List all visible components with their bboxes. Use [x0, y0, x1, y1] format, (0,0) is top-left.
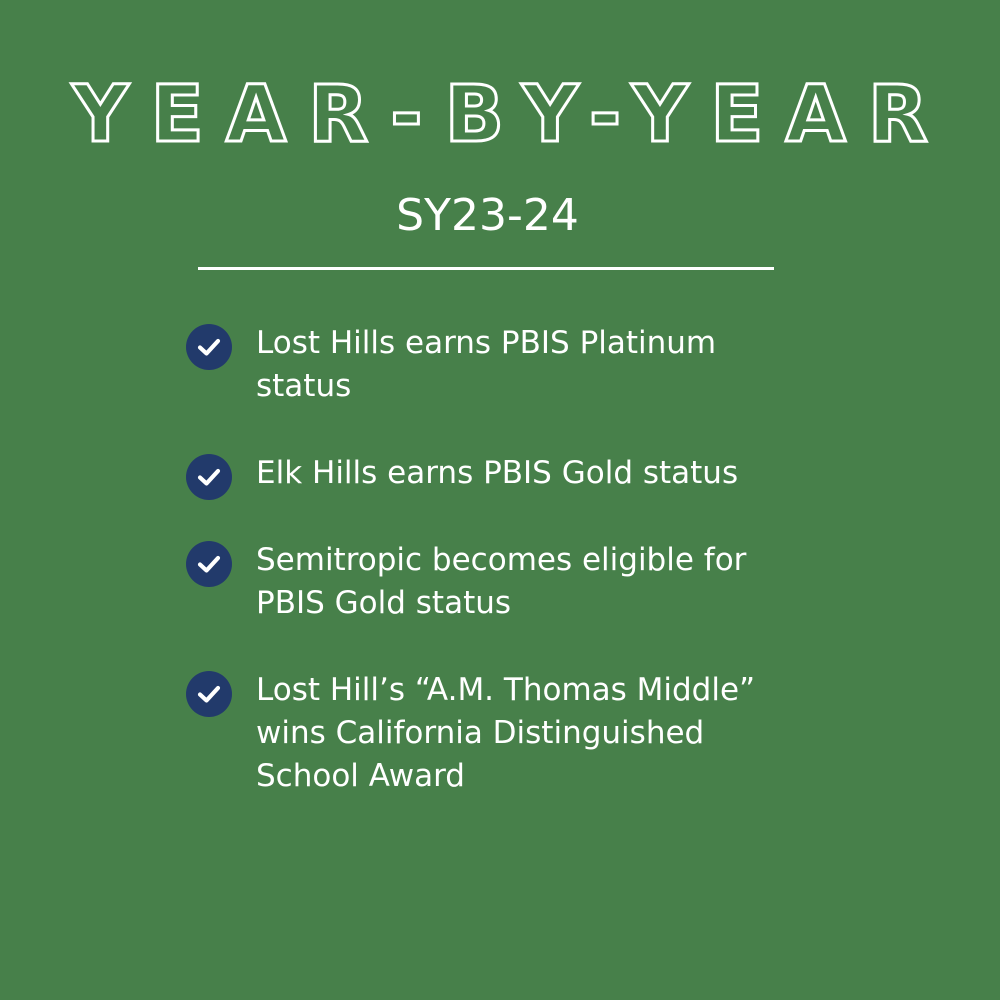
list-item	[186, 452, 806, 495]
list-item-text: Lost Hills earns PBIS Platinum status	[256, 325, 717, 404]
check-circle-icon	[186, 671, 232, 717]
list-item	[186, 669, 806, 798]
list-item-text: Elk Hills earns PBIS Gold status	[256, 455, 739, 491]
check-circle-icon	[186, 541, 232, 587]
headline-title: YEAR-BY-YEAR	[72, 70, 950, 160]
list-item-text: Lost Hill’s “A.M. Thomas Middle” wins California Distinguished School Award	[256, 672, 756, 794]
list-item	[186, 322, 806, 408]
school-year-subtitle: SY23-24	[396, 190, 579, 241]
check-circle-icon	[186, 454, 232, 500]
list-item	[186, 539, 806, 625]
list-item-text: Semitropic becomes eligible for PBIS Gold status	[256, 542, 747, 621]
milestone-list	[186, 322, 806, 798]
divider-line	[198, 267, 774, 270]
check-circle-icon	[186, 324, 232, 370]
